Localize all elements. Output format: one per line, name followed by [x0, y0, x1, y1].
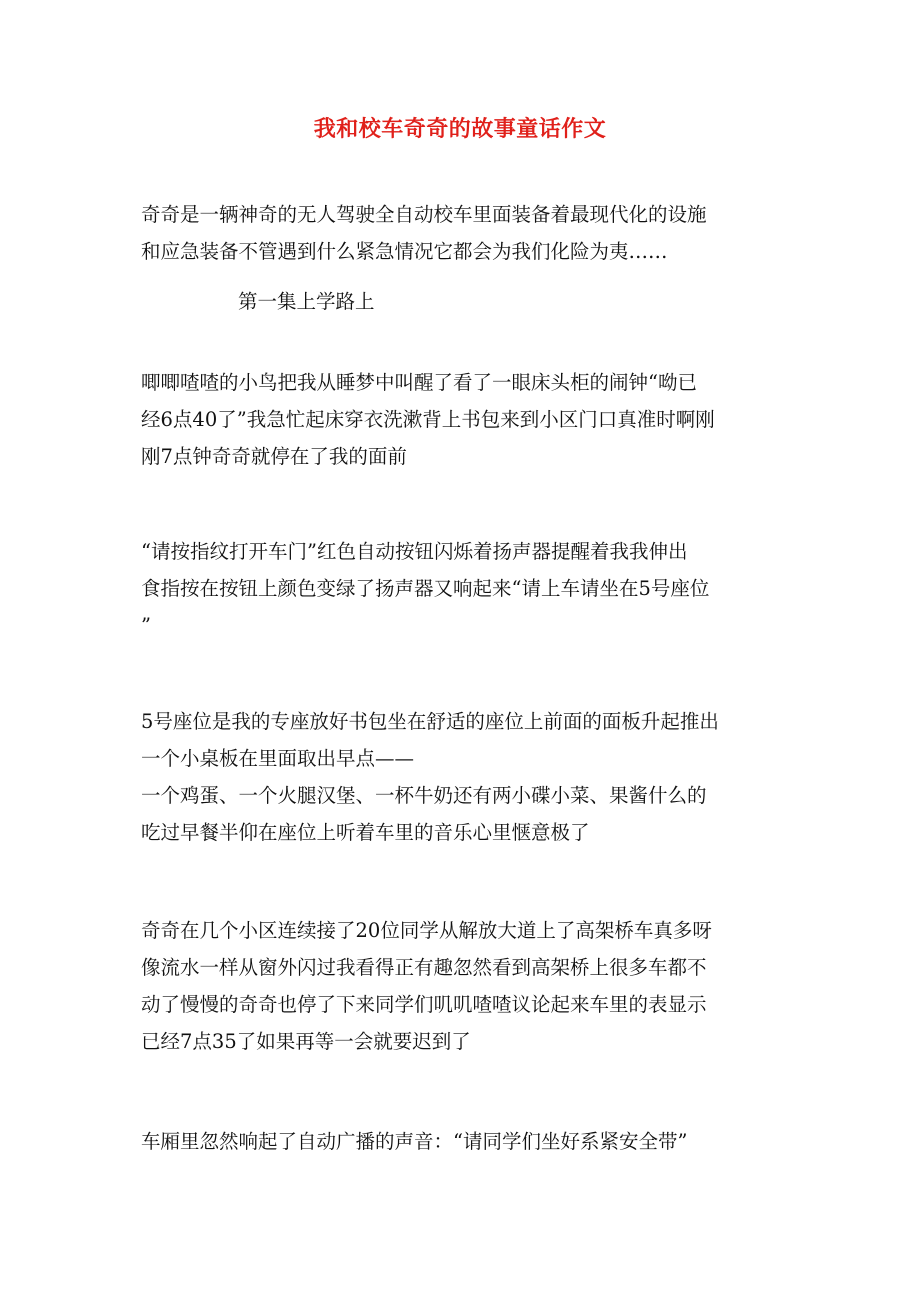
- episode-heading: [141, 283, 791, 320]
- text-line: 吃过早餐半仰在座位上听着车里的音乐心里惬意极了: [141, 821, 590, 844]
- document-title: 我和校车奇奇的故事童话作文: [313, 116, 607, 142]
- paragraph-wake-up: [141, 364, 791, 475]
- episode-title: 第一集上学路上: [238, 290, 375, 313]
- text-line: 奇奇在几个小区连续接了20位同学从解放大道上了高架桥车真多呀: [141, 919, 712, 942]
- paragraph-fingerprint: [141, 533, 791, 644]
- text-line: ”: [141, 614, 151, 637]
- text-line: 动了慢慢的奇奇也停了下来同学们叽叽喳喳议论起来车里的表显示: [141, 993, 707, 1016]
- text-line: “请按指纹打开车门”红色自动按钮闪烁着扬声器提醒着我我伸出: [141, 540, 688, 563]
- text-line: 和应急装备不管遇到什么紧急情况它都会为我们化险为夷……: [141, 240, 668, 263]
- paragraph-traffic-jam: [141, 912, 791, 1060]
- text-line: 奇奇是一辆神奇的无人驾驶全自动校车里面装备着最现代化的设施: [141, 203, 707, 226]
- text-line: 刚7点钟奇奇就停在了我的面前: [141, 445, 407, 468]
- text-line: 车厢里忽然响起了自动广播的声音：“请同学们坐好系紧安全带”: [141, 1130, 688, 1153]
- text-line: 唧唧喳喳的小鸟把我从睡梦中叫醒了看了一眼床头柜的闹钟“呦已: [141, 371, 697, 394]
- paragraph-seat-five: [141, 703, 791, 851]
- paragraph-broadcast: [141, 1123, 791, 1160]
- text-line: 食指按在按钮上颜色变绿了扬声器又响起来“请上车请坐在5号座位: [141, 577, 710, 600]
- paragraph-intro: [141, 196, 791, 270]
- text-line: 已经7点35了如果再等一会就要迟到了: [141, 1030, 471, 1053]
- text-line: 一个鸡蛋、一个火腿汉堡、一杯牛奶还有两小碟小菜、果酱什么的: [141, 784, 707, 807]
- text-line: 一个小桌板在里面取出早点——: [141, 747, 415, 770]
- text-line: 像流水一样从窗外闪过我看得正有趣忽然看到高架桥上很多车都不: [141, 956, 707, 979]
- text-line: 5号座位是我的专座放好书包坐在舒适的座位上前面的面板升起推出: [141, 710, 719, 733]
- text-line: 经6点40了”我急忙起床穿衣洗漱背上书包来到小区门口真准时啊刚: [141, 408, 715, 431]
